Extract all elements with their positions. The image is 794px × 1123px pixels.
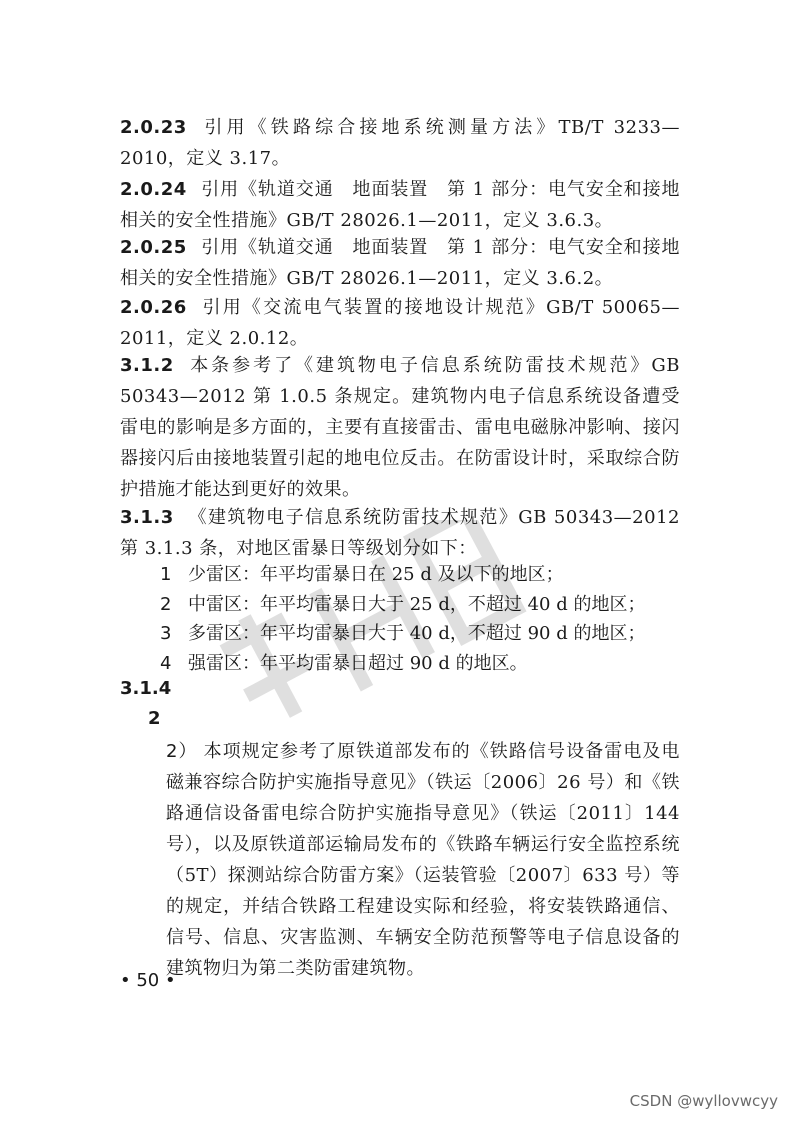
clause-text: 引用《轨道交通 地面装置 第 1 部分：电气安全和接地相关的安全性措施》GB/T 28026.1—2011，定义 3.6.2。	[120, 237, 680, 289]
clause-2-0-25	[120, 232, 680, 294]
clause-text: 引用《交流电气装置的接地设计规范》GB/T 50065—2011，定义 2.0.12。	[120, 297, 680, 349]
clause-2-0-24	[120, 174, 680, 236]
list-item	[160, 619, 645, 649]
list-item-text: 中雷区：年平均雷暴日大于 25 d，不超过 40 d 的地区；	[188, 594, 646, 615]
clause-number: 2.0.25	[120, 237, 187, 258]
note-number: 2）	[166, 741, 198, 762]
clause-number: 2.0.24	[120, 179, 187, 200]
clause-number: 3.1.3	[120, 507, 174, 528]
clause-text: 引用《轨道交通 地面装置 第 1 部分：电气安全和接地相关的安全性措施》GB/T 28026.1—2011，定义 3.6.3。	[120, 179, 680, 231]
clause-number: 3.1.2	[120, 355, 174, 376]
list-item	[160, 590, 645, 620]
list-item-text: 强雷区：年平均雷暴日超过 90 d 的地区。	[188, 653, 528, 674]
section-heading: 3.1.4	[120, 678, 172, 699]
list-item	[160, 649, 528, 679]
sub-heading: 2	[148, 708, 161, 729]
list-item	[160, 560, 564, 590]
clause-3-1-3	[120, 502, 680, 564]
list-item-number: 4	[160, 653, 172, 674]
clause-number: 2.0.26	[120, 297, 187, 318]
clause-2-0-26	[120, 292, 680, 354]
page-number: • 50 •	[120, 970, 176, 991]
clause-text: 《建筑物电子信息系统防雷技术规范》GB 50343—2012 第 3.1.3 条，对地区雷暴日等级划分如下：	[120, 507, 680, 559]
clause-text: 本条参考了《建筑物电子信息系统防雷技术规范》GB 50343—2012 第 1.0.5 条规定。建筑物内电子信息系统设备遭受雷电的影响是多方面的，主要有直接雷击、雷电电磁脉冲影响、接闪器接闪后由接地装置引起的地电位反击。在防雷设计时，采取综合防护措施才能达到更好的效果。	[120, 355, 680, 500]
note-text: 本项规定参考了原铁道部发布的《铁路信号设备雷电及电磁兼容综合防护实施指导意见》（铁运〔2006〕26 号）和《铁路通信设备雷电综合防护实施指导意见》（铁运〔2011〕144 号），以及原铁道部运输局发布的《铁路车辆运行安全监控系统（5T）探测站综合防雷方案》（运装管验〔2007〕633 号）等的规定，并结合铁路工程建设实际和经验，将安装铁路通信、信号、信息、灾害监测、车辆安全防范预警等电子信息设备的建筑物归为第二类防雷建筑物。	[166, 741, 681, 979]
list-item-number: 1	[160, 564, 172, 585]
list-item-number: 2	[160, 594, 172, 615]
source-credit: CSDN @wyllovwcyy	[629, 1092, 778, 1110]
list-item-text: 多雷区：年平均雷暴日大于 40 d，不超过 90 d 的地区；	[188, 623, 646, 644]
clause-number: 2.0.23	[120, 117, 187, 138]
clause-2-0-23	[120, 112, 680, 174]
list-item-text: 少雷区：年平均雷暴日在 25 d 及以下的地区；	[188, 564, 564, 585]
explanatory-note	[166, 736, 680, 984]
clause-3-1-2	[120, 350, 680, 505]
clause-text: 引用《铁路综合接地系统测量方法》TB/T 3233—2010，定义 3.17。	[120, 117, 680, 169]
list-item-number: 3	[160, 623, 172, 644]
